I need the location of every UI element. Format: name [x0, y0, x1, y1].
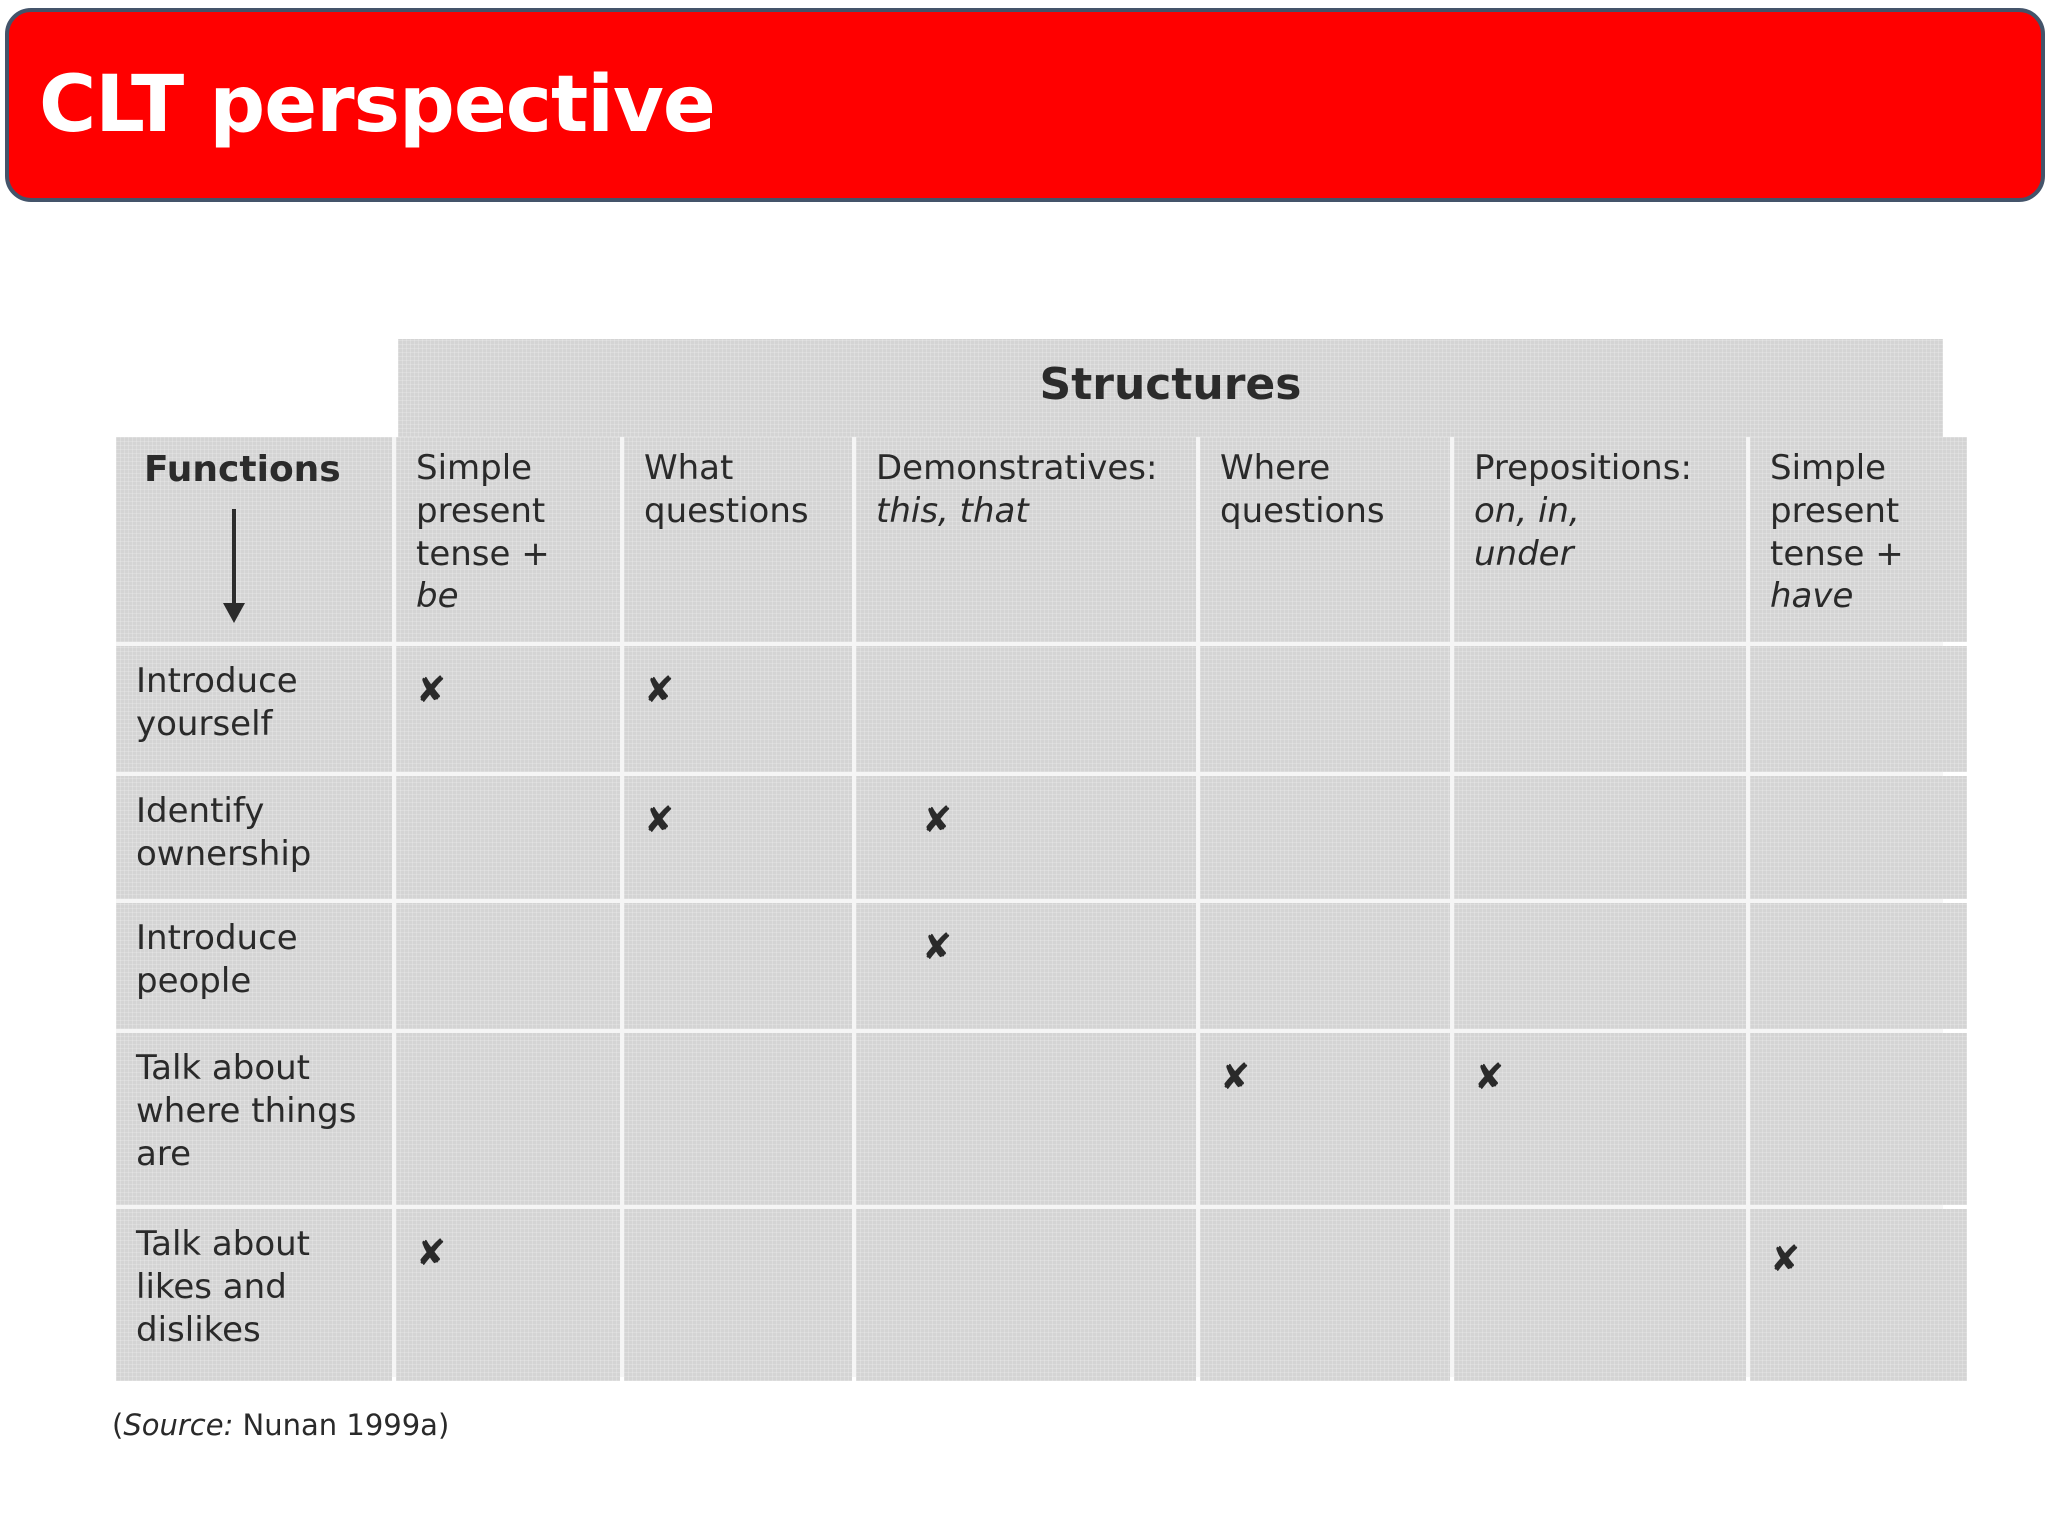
structures-banner	[398, 339, 1943, 437]
table-cell	[1454, 1033, 1746, 1205]
page-title: CLT perspective	[39, 60, 715, 150]
column-header	[1750, 437, 1967, 642]
table-cell	[624, 1209, 852, 1381]
table-cell	[856, 1209, 1196, 1381]
table-cell	[856, 646, 1196, 772]
table-cell	[1200, 776, 1450, 899]
column-header-text: What questions	[644, 448, 809, 531]
x-mark-icon: ✘	[1220, 1057, 1251, 1098]
column-header-text: Simple present tense +	[416, 448, 550, 574]
x-mark-icon: ✘	[1474, 1057, 1505, 1098]
column-header-italic: this, that	[876, 490, 1029, 531]
table-cell	[1750, 1033, 1967, 1205]
table-grid	[116, 437, 1943, 1377]
column-header	[1200, 437, 1450, 642]
table-cell	[1454, 1209, 1746, 1381]
table-cell	[1750, 903, 1967, 1029]
x-mark-icon: ✘	[644, 670, 675, 711]
x-mark-icon: ✘	[922, 927, 953, 968]
table-cell	[1454, 776, 1746, 899]
structures-label: Structures	[1039, 359, 1302, 410]
table-cell	[856, 776, 1196, 899]
table-cell	[1454, 646, 1746, 772]
column-header-italic: have	[1770, 576, 1854, 617]
table-cell	[396, 776, 620, 899]
column-header	[624, 437, 852, 642]
functions-header-cell	[116, 437, 392, 642]
table-cell	[396, 646, 620, 772]
column-header	[396, 437, 620, 642]
column-header-text: Demonstratives:	[876, 448, 1158, 488]
column-header-italic: be	[416, 576, 459, 617]
table-cell	[1750, 646, 1967, 772]
function-label: Introduce people	[116, 903, 392, 1029]
function-label: Talk about where things are	[116, 1033, 392, 1205]
table-cell	[856, 903, 1196, 1029]
table-cell	[1750, 1209, 1967, 1381]
down-arrow-icon	[232, 509, 236, 617]
table-cell	[396, 903, 620, 1029]
function-label: Talk about likes and dislikes	[116, 1209, 392, 1381]
column-header	[1454, 437, 1746, 642]
function-label: Introduce yourself	[116, 646, 392, 772]
table-cell	[624, 776, 852, 899]
column-header-italic: on, in, under	[1474, 490, 1580, 574]
x-mark-icon: ✘	[416, 670, 447, 711]
table-cell	[1750, 776, 1967, 899]
table-cell	[856, 1033, 1196, 1205]
function-label: Identify ownership	[116, 776, 392, 899]
column-header-text: Prepositions:	[1474, 448, 1692, 488]
table-cell	[1454, 903, 1746, 1029]
title-bar	[5, 8, 2045, 202]
source-prefix: (	[112, 1408, 124, 1442]
table-cell	[1200, 1033, 1450, 1205]
table-cell	[1200, 1209, 1450, 1381]
column-header-text: Simple present tense +	[1770, 448, 1904, 574]
source-citation	[112, 1408, 449, 1442]
source-label: Source:	[123, 1408, 234, 1442]
table-cell	[396, 1209, 620, 1381]
x-mark-icon: ✘	[416, 1233, 447, 1274]
table-cell	[624, 903, 852, 1029]
table-cell	[624, 1033, 852, 1205]
x-mark-icon: ✘	[644, 800, 675, 841]
source-text: Nunan 1999a)	[233, 1408, 450, 1442]
column-header-text: Where questions	[1220, 448, 1385, 531]
table-cell	[624, 646, 852, 772]
x-mark-icon: ✘	[1770, 1239, 1801, 1280]
table-cell	[1200, 903, 1450, 1029]
column-header	[856, 437, 1196, 642]
table-cell	[396, 1033, 620, 1205]
clt-table	[116, 339, 1943, 1377]
functions-label: Functions	[144, 449, 341, 490]
table-cell	[1200, 646, 1450, 772]
x-mark-icon: ✘	[922, 800, 953, 841]
